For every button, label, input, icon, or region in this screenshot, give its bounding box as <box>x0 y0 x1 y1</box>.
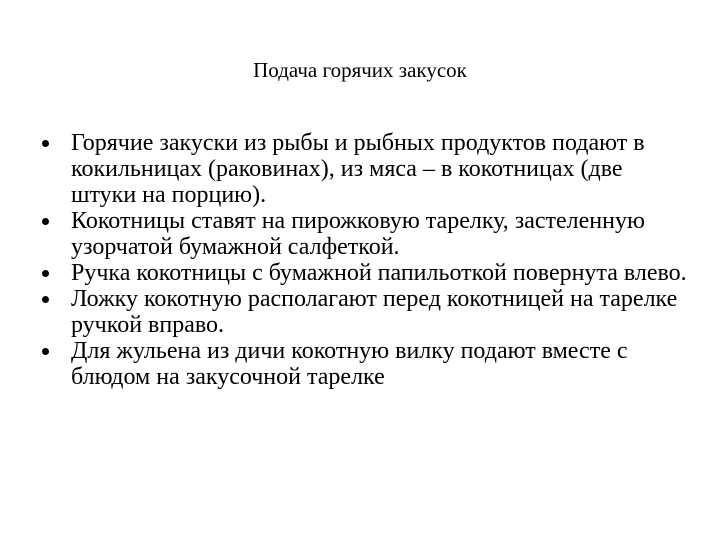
bullet-item <box>40 130 690 208</box>
bullet-item <box>40 286 690 338</box>
bullet-list <box>40 130 690 390</box>
bullet-dot-icon <box>42 270 49 277</box>
slide-title: Подача горячих закусок <box>253 58 467 82</box>
bullet-item <box>40 260 690 286</box>
bullet-dot-icon <box>42 296 49 303</box>
bullet-item <box>40 338 690 390</box>
bullet-text: Для жульена из дичи кокотную вилку подают вместе с блюдом на закусочной тарелке <box>71 338 628 390</box>
bullet-text: Кокотницы ставят на пирожковую тарелку, застеленную узорчатой бумажной салфеткой. <box>71 208 645 260</box>
bullet-text: Ложку кокотную располагают перед кокотницей на тарелке ручкой вправо. <box>71 286 678 338</box>
bullet-item <box>40 208 690 260</box>
bullet-text: Ручка кокотницы с бумажной папильоткой повернута влево. <box>71 260 687 286</box>
bullet-dot-icon <box>42 218 49 225</box>
bullet-dot-icon <box>42 140 49 147</box>
bullet-dot-icon <box>42 348 49 355</box>
bullet-text: Горячие закуски из рыбы и рыбных продуктов подают в кокильницах (раковинах), из мяса – в кокотницах (две штуки на порцию). <box>71 130 645 208</box>
